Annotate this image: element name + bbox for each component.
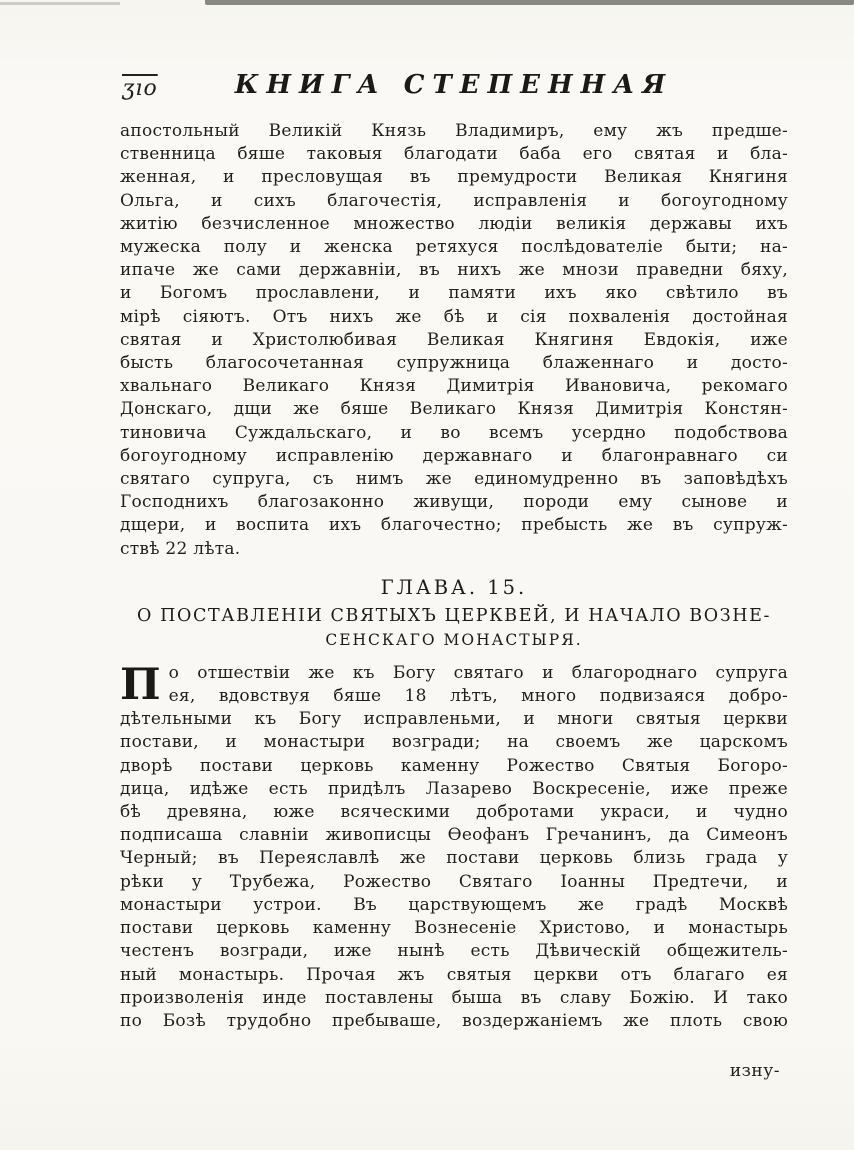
text-line: мужеска полу и женска ретяхуся послѣдователіе быти; на- xyxy=(120,237,788,258)
text-line: Черный; въ Переяславлѣ же постави церковь близь града у xyxy=(120,848,788,869)
text-line: постави, и монастыри возгради; на своемъ же царскомъ xyxy=(120,732,788,753)
text-line: Господнихъ благозаконно живущи, породи ему сынове и xyxy=(120,492,788,513)
text-line: апостольный Великій Князь Владимиръ, ему жъ предше- xyxy=(120,121,788,141)
text-line: честенъ возгради, иже нынѣ есть Дѣвическій общежитель- xyxy=(120,941,788,962)
text-line: ствѣ 22 лѣта. xyxy=(120,538,241,559)
text-line: произволенія инде поставлены быша въ славу Божію. И тако xyxy=(120,987,788,1008)
text-line: тиновича Суждальскаго, и во всемъ усердно подобствова xyxy=(120,422,788,443)
text-line: рѣки у Трубежа, Рожество Святаго Іоанны Предтечи, и xyxy=(120,871,788,892)
text-line: подписаша славніи живописцы Ѳеофанъ Гречанинъ, да Симеонъ xyxy=(120,825,788,846)
text-line: дѣтельными къ Богу исправленьми, и многи святыя церкви xyxy=(120,709,788,730)
section-title xyxy=(120,604,788,652)
text-line: и Богомъ прославлени, и памяти ихъ яко свѣтило въ xyxy=(120,283,788,304)
paragraph-2-lines xyxy=(120,659,788,1033)
text-line: святаго супруга, съ нимъ же единомудренно въ заповѣдѣхъ xyxy=(120,469,788,490)
text-line: богоугодному исправленію державнаго и благонравнаго си xyxy=(120,445,788,466)
text-line: СЕНСКАГО МОНАСТЫРЯ. xyxy=(325,630,583,649)
text-line: Ольга, и сихъ благочестія, исправленія и богоугодному xyxy=(120,190,788,211)
text-line: Донскаго, дщи же бяше Великаго Князя Димитрія Констян- xyxy=(120,399,788,420)
text-line: дица, идѣже есть придѣлъ Лазарево Воскресеніе, иже преже xyxy=(120,778,788,799)
text-line: дщери, и воспита ихъ благочестно; пребысть же въ супруж- xyxy=(120,515,788,536)
text-line: дворѣ постави церковь каменну Рожество Святыя Богоро- xyxy=(120,755,788,776)
text-block xyxy=(120,120,788,1081)
text-line: ея, вдовствуя бяше 18 лѣтъ, много подвизаяся добро- xyxy=(168,686,788,707)
text-line: святая и Христолюбивая Великая Княгиня Евдокія, иже xyxy=(120,329,788,350)
page-number: ʒıо xyxy=(122,76,158,101)
text-line: О ПОСТАВЛЕНІИ СВЯТЫХЪ ЦЕРКВЕЙ, И НАЧАЛО ВОЗНЕ- xyxy=(137,605,771,626)
chapter-heading: ГЛАВА. 15. xyxy=(380,575,528,599)
text-line: бысть благосочетанная супружница блаженнаго и досто- xyxy=(120,353,788,374)
text-line: ипаче же сами державніи, въ нихъ же мнози праведни бяху, xyxy=(120,260,788,281)
text-line: ный монастырь. Прочая жъ святыя церкви отъ благаго ея xyxy=(120,964,788,985)
text-line: по Бозѣ трудобно пребываше, воздержаніемъ же плоть свою xyxy=(120,1010,788,1031)
text-line: житію безчисленное множество людіи великія державы ихъ xyxy=(120,213,788,234)
paragraph-1 xyxy=(120,120,788,561)
scan-artifact-top xyxy=(205,0,854,5)
scan-artifact-top-left xyxy=(0,2,120,5)
text-line: ственница бяше таковыя благодати баба его святая и бла- xyxy=(120,144,788,165)
text-line: хвальнаго Великаго Князя Димитрія Ивановича, рекомаго xyxy=(120,376,788,397)
text-line: постави церковь каменну Вознесеніе Христово, и монастырь xyxy=(120,918,788,939)
text-line: монастыри устрои. Въ царствующемъ же градѣ Москвѣ xyxy=(120,894,788,915)
paragraph-2 xyxy=(120,659,788,1033)
page-header xyxy=(120,70,788,110)
catchword: изну- xyxy=(729,1061,780,1082)
text-line: мірѣ сіяютъ. Отъ нихъ же бѣ и сія похваленія достойная xyxy=(120,306,788,327)
text-line: женная, и пресловущая въ премудрости Великая Княгиня xyxy=(120,167,788,188)
drop-cap: П xyxy=(120,659,161,710)
book-title: КНИГА СТЕПЕННАЯ xyxy=(234,70,674,100)
text-line: бѣ древяна, юже всяческими добротами украси, и чудно xyxy=(120,802,788,823)
text-line: о отшествіи же къ Богу святаго и благороднаго супруга xyxy=(168,662,788,683)
